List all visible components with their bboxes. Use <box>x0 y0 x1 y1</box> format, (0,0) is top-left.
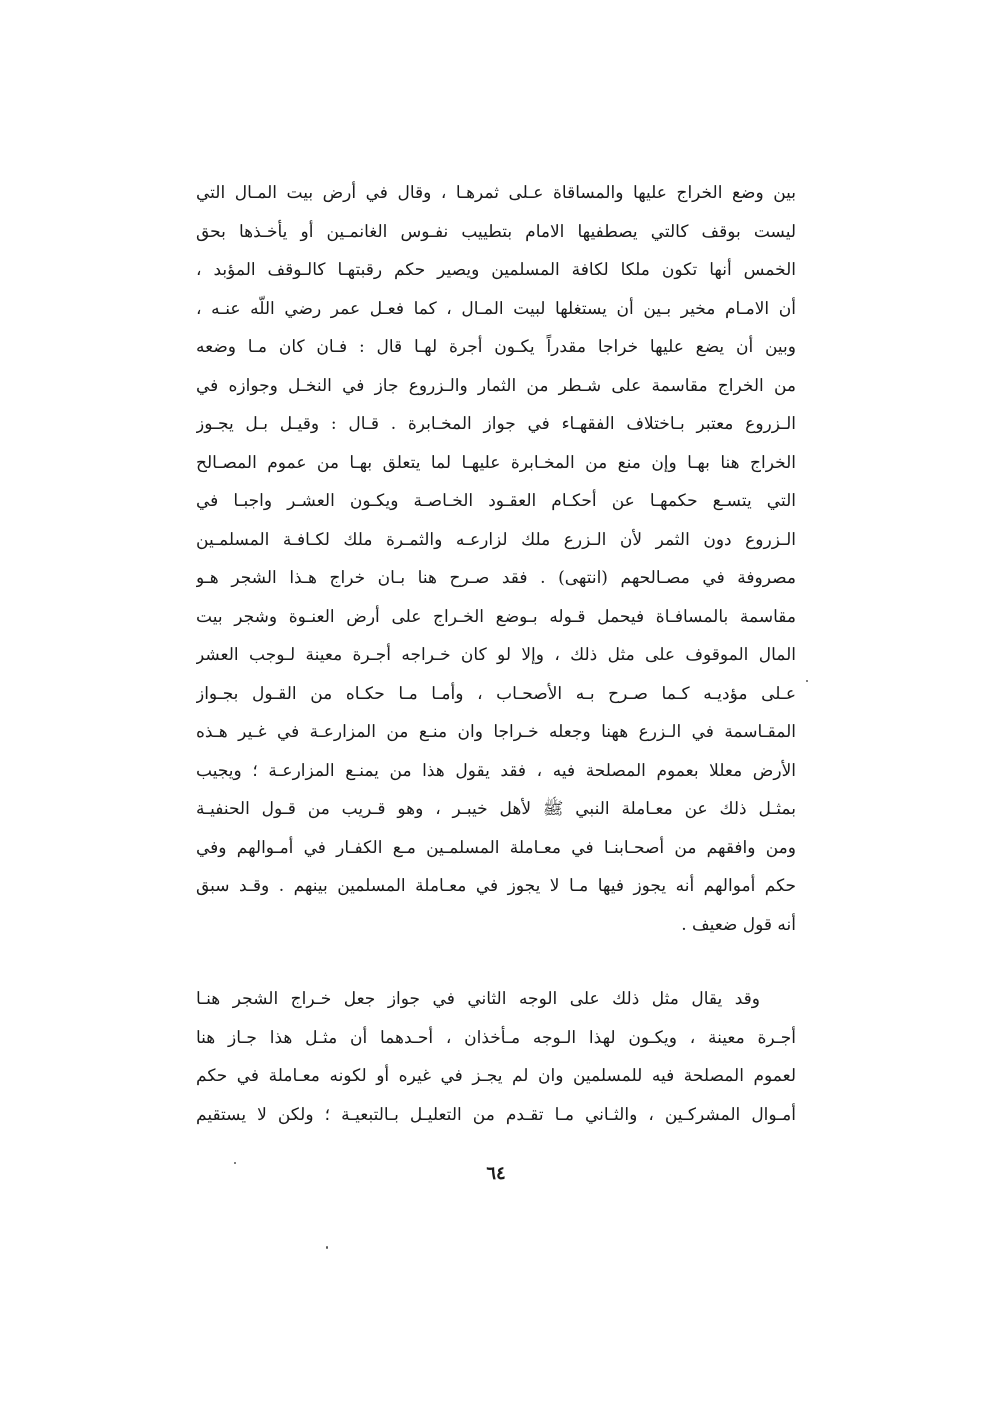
text-line: وقد يقال مثل ذلك على الوجه الثاني في جواز جعل خـراج الشجر هنـا <box>196 989 760 1009</box>
text-line: وبين أن يضع عليها خراجا مقدراً يكـون أجرة لهـا قال : فـان كان مـا وضعه <box>196 337 796 357</box>
text-line: الخراج هنا بهـا وإن منع من المخـابرة عليهـا لما يتعلق بهـا من عموم المصـالح <box>196 452 796 473</box>
text-line: حكم أموالهم أنه يجوز فيها مـا لا يجوز في معـاملة المسلمين بينهم . وقـد سبق <box>196 876 796 896</box>
text-line: الـزروع معتبر بـاختلاف الفقهـاء في جواز المخـابرة . قـال : وقيـل بـل يجـوز <box>196 414 796 434</box>
text-line: أمـوال المشركـين ، والثـاني مـا تقـدم من التعليـل بـالتبعيـة ؛ ولكن لا يستقيم <box>196 1104 796 1125</box>
text-line: المال الموقوف على مثل ذلك ، وإلا لو كان خـراجه أجـرة معينة لـوجب العشر <box>196 645 796 665</box>
text-line: التي يتسـع حكمهـا عن أحكـام العقـود الخـاصـة ويكـون العشـر واجبـا في <box>196 491 796 511</box>
text-line: بين وضع الخراج عليها والمساقاة عـلى ثمرهـا ، وقال في أرض بيت المـال التي <box>196 183 796 203</box>
text-line: أن الامـام مخير بـين أن يستغلها لبيت المـال ، كما فعـل عمر رضي اللّه عنـه ، <box>196 298 796 319</box>
text-line: مقاسمة بالمسافـاة فيحمل قـوله بـوضع الخـراج على أرض العنـوة وشجر بيت <box>196 606 796 627</box>
text-line: عـلى مؤديـه كـما صـرح بـه الأصحـاب ، وأمـا مـا حكـاه من القـول بجـواز <box>196 683 796 704</box>
text-line: الخمس أنها تكون ملكا لكافة المسلمين ويصير حكم رقبتهـا كالـوقف المؤبد ، <box>196 260 796 280</box>
paragraph-2 <box>196 980 796 1134</box>
text-line: بمثـل ذلك عن معـاملة النبي ﷺ لأهل خيبـر ، وهو قـريب من قـول الحنفيـة <box>196 799 796 819</box>
scan-speck <box>234 1162 236 1164</box>
text-line: أجـرة معينة ، ويكـون لهذا الـوجه مـأخذان ، أحـدهما أن مثـل هذا جـاز هنا <box>196 1027 796 1048</box>
text-line: ليست بوقف كالتي يصطفيها الامام بتطييب نفـوس الغانمـين أو يأخـذها بحق <box>196 221 796 242</box>
text-line: أنه قول ضعيف . <box>681 914 796 935</box>
text-line: المقـاسمة في الـزرع ههنا وجعله خـراجا وان منـع من المزارعـة في غـير هـذه <box>196 722 796 742</box>
text-line: الـزروع دون الثمر لأن الـزرع ملك لزارعـه والثمـرة ملك لكـافـة المسلمـين <box>196 529 796 550</box>
text-line: من الخراج مقاسمة على شـطر من الثمار والـزروع جاز في النخـل وجوازه في <box>196 375 796 396</box>
page-number: ٦٤ <box>486 1163 506 1184</box>
text-line: الأرض معللا بعموم المصلحة فيه ، فقد يقول هذا من يمنـع المزارعـة ؛ ويجيب <box>196 760 796 781</box>
scan-speck <box>806 680 808 682</box>
paragraph-1 <box>196 174 796 944</box>
scan-speck <box>326 1246 328 1249</box>
text-line: ومن وافقهم من أصحـابنـا في معـاملة المسلمـين مـع الكفـار في أمـوالهم وفي <box>196 837 796 858</box>
text-line: لعموم المصلحة فيه للمسلمين وان لم يجـز في غيره أو لكونه معـاملة في حكم <box>196 1066 796 1086</box>
text-line: مصروفة في مصـالحهم (انتهى) . فقد صـرح هنا بـان خراج هـذا الشجر هـو <box>196 568 796 588</box>
